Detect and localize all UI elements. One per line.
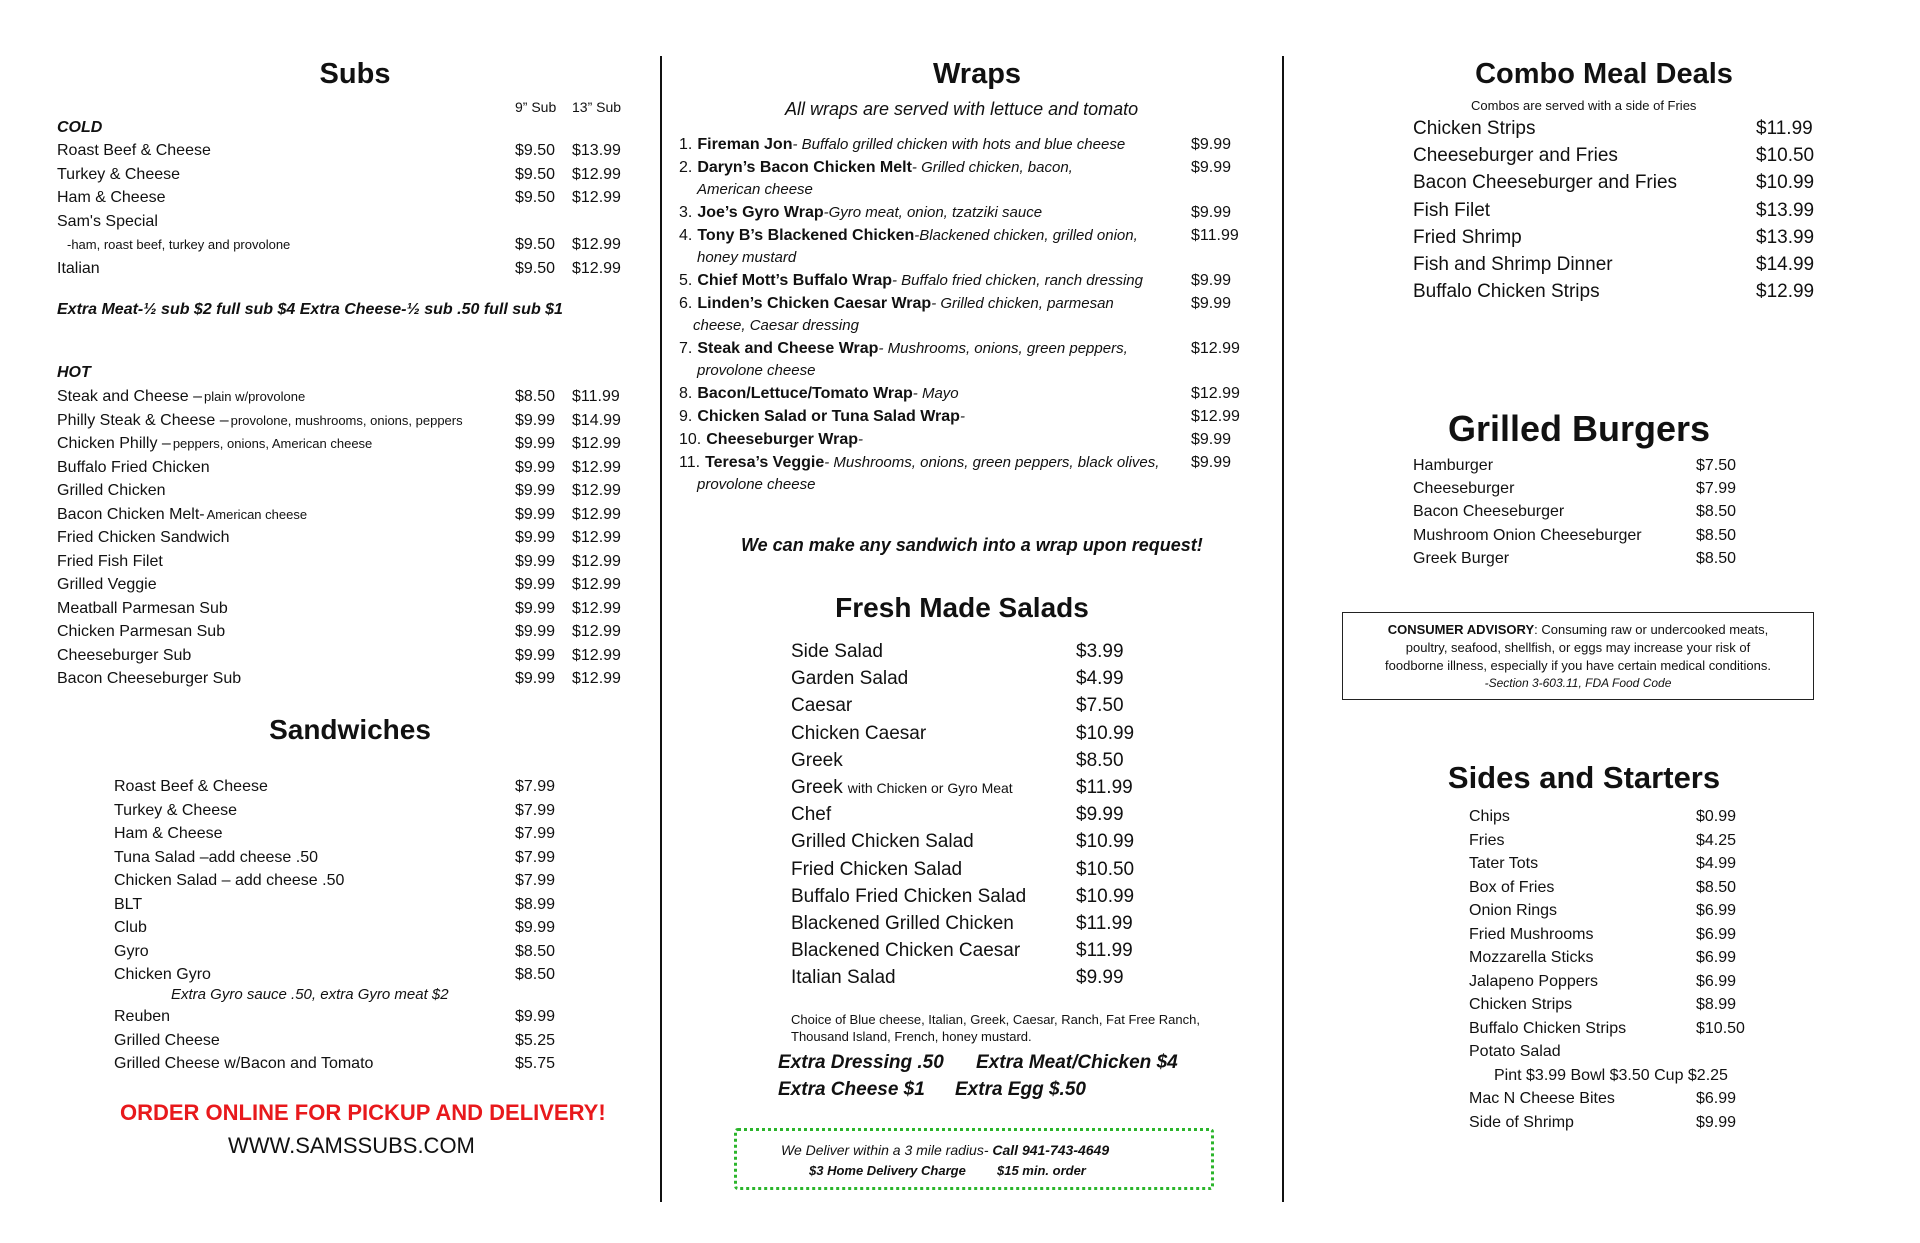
wrap-number: 1. bbox=[679, 136, 693, 153]
sub-price-13in: $11.99 bbox=[572, 388, 620, 405]
wrap-number: 10. bbox=[679, 431, 702, 448]
sub-price-9in: $9.99 bbox=[515, 646, 556, 664]
wrap-description: - Mushrooms, onions, green peppers, black olives, bbox=[824, 454, 1160, 471]
combos-subtitle: Combos are served with a side of Fries bbox=[1471, 98, 1697, 113]
salad-item bbox=[791, 804, 831, 826]
side-price: $8.50 bbox=[1696, 878, 1737, 896]
burgers-title: Grilled Burgers bbox=[1447, 408, 1711, 449]
sandwich-name: Roast Beef & Cheese bbox=[114, 778, 268, 795]
salad-item bbox=[791, 940, 1020, 962]
side-name: Chicken Strips bbox=[1469, 996, 1573, 1013]
side-name: Chips bbox=[1469, 808, 1510, 825]
sandwich-price: $7.99 bbox=[515, 872, 556, 889]
side-price: $4.25 bbox=[1696, 831, 1737, 849]
sub-price-13in: $12.99 bbox=[572, 435, 621, 452]
salad-item bbox=[791, 967, 896, 989]
left-column bbox=[0, 0, 660, 1243]
sub-item bbox=[57, 506, 307, 524]
sub-item-name: Buffalo Fried Chicken bbox=[57, 458, 210, 476]
wrap-description: - Grilled chicken, parmesan bbox=[931, 295, 1114, 312]
side-name: Mac N Cheese Bites bbox=[1469, 1090, 1615, 1107]
wrap-price: $9.99 bbox=[1191, 204, 1232, 221]
sub-price-13in: $12.99 bbox=[572, 505, 621, 523]
advisory-line2: poultry, seafood, shellfish, or eggs may increase your risk of bbox=[1405, 640, 1751, 655]
burger-price: $8.50 bbox=[1696, 526, 1737, 544]
wrap-price: $12.99 bbox=[1191, 340, 1240, 357]
salad-name: Garden Salad bbox=[791, 668, 909, 690]
sub-price-9in: $9.50 bbox=[515, 189, 556, 206]
wrap-price: $11.99 bbox=[1191, 227, 1239, 244]
wrap-name: Steak and Cheese Wrap bbox=[697, 340, 879, 357]
wrap-description: - Buffalo fried chicken, ranch dressing bbox=[892, 272, 1143, 289]
sub-price-13in: $12.99 bbox=[572, 458, 621, 476]
wrap-description: - bbox=[858, 431, 863, 448]
sub-price-9in: $9.50 bbox=[515, 165, 556, 183]
sandwich-price: $8.99 bbox=[515, 895, 556, 913]
salad-item bbox=[791, 831, 974, 853]
sub-price-9in: $9.99 bbox=[515, 576, 556, 593]
wrap-description-cont: provolone cheese bbox=[697, 362, 816, 379]
sandwich-name: Ham & Cheese bbox=[114, 825, 223, 842]
wrap-item bbox=[679, 340, 1128, 358]
sub-item-note: -ham, roast beef, turkey and provolone bbox=[67, 237, 291, 252]
size-header-9: 9” Sub bbox=[515, 99, 557, 115]
side-price: $6.99 bbox=[1696, 925, 1737, 943]
wrap-number: 2. bbox=[679, 159, 693, 176]
side-name: Tater Tots bbox=[1469, 855, 1539, 872]
sub-price-9in: $9.99 bbox=[515, 670, 556, 687]
sub-price-13in: $13.99 bbox=[572, 142, 621, 159]
extra-meat-note: Extra Meat-½ sub $2 full sub $4 Extra Cheese-½ sub .50 full sub $1 bbox=[57, 301, 563, 318]
sandwich-price: $7.99 bbox=[515, 801, 556, 819]
wraps-title: Wraps bbox=[932, 58, 1022, 90]
wrap-number: 8. bbox=[679, 385, 693, 402]
salad-price: $11.99 bbox=[1076, 940, 1133, 962]
wrap-description: - Mushrooms, onions, green peppers, bbox=[878, 340, 1128, 357]
burger-name: Hamburger bbox=[1413, 457, 1494, 474]
sub-item-name: Cheeseburger Sub bbox=[57, 646, 192, 664]
burger-name: Bacon Cheeseburger bbox=[1413, 503, 1565, 521]
sub-item bbox=[57, 576, 157, 594]
wrap-name: Tony B’s Blackened Chicken bbox=[697, 227, 915, 244]
salad-note: with Chicken or Gyro Meat bbox=[847, 780, 1013, 796]
combo-price: $11.99 bbox=[1756, 118, 1813, 139]
salad-price: $10.50 bbox=[1076, 858, 1135, 880]
sub-item bbox=[57, 529, 230, 547]
side-name: Mozzarella Sticks bbox=[1469, 949, 1594, 966]
extra-meat-chicken: Extra Meat/Chicken $4 bbox=[976, 1052, 1178, 1073]
combo-price: $12.99 bbox=[1756, 281, 1815, 303]
wrap-price: $9.99 bbox=[1191, 136, 1232, 153]
burger-name: Mushroom Onion Cheeseburger bbox=[1413, 526, 1642, 544]
sub-item-name: Grilled Veggie bbox=[57, 576, 157, 593]
wrap-name: Chief Mott’s Buffalo Wrap bbox=[697, 272, 892, 289]
delivery-radius bbox=[781, 1142, 1109, 1158]
wrap-item bbox=[679, 204, 1042, 222]
wrap-price: $9.99 bbox=[1191, 272, 1232, 289]
salad-price: $7.50 bbox=[1076, 695, 1124, 717]
combo-name: Fish Filet bbox=[1413, 199, 1491, 221]
sub-item-name: Grilled Chicken bbox=[57, 482, 166, 499]
delivery-minimum: $15 min. order bbox=[997, 1163, 1086, 1178]
sub-price-13in: $12.99 bbox=[572, 552, 621, 570]
salad-name: Chef bbox=[791, 804, 832, 826]
sub-item-note: provolone, mushrooms, onions, peppers bbox=[230, 412, 463, 428]
combo-price: $14.99 bbox=[1756, 254, 1815, 275]
extra-dressing: Extra Dressing .50 bbox=[778, 1052, 944, 1073]
sub-price-13in: $12.99 bbox=[572, 482, 621, 499]
side-price: $8.99 bbox=[1696, 996, 1737, 1013]
sub-price-9in: $9.99 bbox=[515, 482, 556, 499]
sub-item bbox=[57, 236, 290, 254]
advisory-label: CONSUMER ADVISORY bbox=[1387, 622, 1535, 637]
salad-price: $11.99 bbox=[1076, 913, 1133, 934]
delivery-box bbox=[734, 1128, 1214, 1190]
sub-item bbox=[57, 435, 372, 453]
sub-item bbox=[57, 142, 211, 160]
sub-item-name: Roast Beef & Cheese bbox=[57, 142, 211, 159]
wrap-description-cont: honey mustard bbox=[697, 249, 797, 266]
sub-item-name: Bacon Cheeseburger Sub bbox=[57, 670, 242, 687]
wrap-name: Chicken Salad or Tuna Salad Wrap bbox=[697, 408, 960, 425]
sandwich-name: Chicken Gyro bbox=[114, 966, 211, 983]
wrap-price: $9.99 bbox=[1191, 295, 1232, 312]
combo-name: Fish and Shrimp Dinner bbox=[1413, 254, 1613, 275]
sub-price-13in: $12.99 bbox=[572, 259, 621, 277]
potato-salad-sizes: Pint $3.99 Bowl $3.50 Cup $2.25 bbox=[1494, 1067, 1728, 1084]
sub-price-13in: $12.99 bbox=[572, 189, 621, 206]
salad-name: Italian Salad bbox=[791, 967, 896, 989]
salad-price: $10.99 bbox=[1076, 885, 1135, 907]
wrap-request-note: We can make any sandwich into a wrap upon request! bbox=[741, 535, 1203, 555]
sub-item-name: Turkey & Cheese bbox=[57, 165, 181, 183]
wrap-item bbox=[679, 295, 1114, 313]
wrap-item bbox=[679, 385, 959, 403]
salads-title: Fresh Made Salads bbox=[835, 592, 1089, 623]
gyro-note: Extra Gyro sauce .50, extra Gyro meat $2 bbox=[171, 986, 449, 1003]
salad-name: Blackened Grilled Chicken bbox=[791, 913, 1014, 934]
sub-item-name: Philly Steak & Cheese – bbox=[57, 411, 229, 429]
salad-name: Chicken Caesar bbox=[791, 722, 927, 744]
sub-item-note: American cheese bbox=[206, 506, 308, 522]
wrap-number: 5. bbox=[679, 272, 693, 289]
sandwich-name: BLT bbox=[114, 895, 143, 913]
delivery-charge: $3 Home Delivery Charge bbox=[809, 1163, 966, 1178]
side-name: Potato Salad bbox=[1469, 1043, 1561, 1060]
delivery-radius-text: We Deliver within a 3 mile radius- bbox=[781, 1142, 989, 1158]
wrap-item bbox=[679, 454, 1159, 472]
sandwich-price: $7.99 bbox=[515, 825, 556, 842]
middle-column bbox=[662, 0, 1282, 1243]
order-online-banner: ORDER ONLINE FOR PICKUP AND DELIVERY! bbox=[120, 1100, 606, 1125]
wrap-description-cont: cheese, Caesar dressing bbox=[693, 317, 859, 334]
salad-name: Fried Chicken Salad bbox=[791, 858, 963, 880]
sub-price-9in: $9.99 bbox=[515, 529, 556, 546]
side-price: $10.50 bbox=[1696, 1019, 1745, 1037]
sub-item bbox=[57, 166, 180, 184]
sub-item-name: Steak and Cheese – bbox=[57, 388, 202, 405]
sandwiches-title: Sandwiches bbox=[269, 714, 431, 745]
salad-name: Caesar bbox=[791, 695, 853, 717]
side-price: $0.99 bbox=[1696, 808, 1737, 825]
hot-label: HOT bbox=[57, 364, 91, 381]
wrap-name: Teresa’s Veggie bbox=[705, 454, 825, 471]
side-name: Box of Fries bbox=[1469, 878, 1555, 896]
sub-item bbox=[57, 623, 225, 641]
wrap-description-cont: American cheese bbox=[697, 181, 813, 198]
sub-item-name: Italian bbox=[57, 259, 100, 277]
sub-item-note: plain w/provolone bbox=[204, 389, 306, 404]
sandwich-price: $9.99 bbox=[515, 919, 556, 936]
burger-price: $8.50 bbox=[1696, 503, 1737, 521]
sub-item-name: Ham & Cheese bbox=[57, 189, 166, 206]
side-name: Fries bbox=[1469, 831, 1505, 849]
sandwich-price: $5.75 bbox=[515, 1055, 556, 1072]
combo-price: $10.99 bbox=[1756, 172, 1815, 194]
sub-price-13in: $14.99 bbox=[572, 411, 621, 429]
sub-item-name: Chicken Philly – bbox=[57, 435, 171, 452]
sandwich-name: Gyro bbox=[114, 942, 149, 960]
advisory-line1: : Consuming raw or undercooked meats, bbox=[1534, 622, 1769, 637]
wrap-description: - Grilled chicken, bacon, bbox=[911, 159, 1073, 176]
wrap-name: Fireman Jon bbox=[697, 136, 793, 153]
sandwich-price: $5.25 bbox=[515, 1031, 556, 1049]
sub-price-13in: $12.99 bbox=[572, 165, 621, 183]
salad-name: Greek bbox=[791, 749, 843, 771]
wrap-description: -Blackened chicken, grilled onion, bbox=[914, 227, 1138, 244]
sub-price-13in: $12.99 bbox=[572, 599, 621, 617]
sub-item-name: Sam's Special bbox=[57, 212, 158, 230]
extra-cheese: Extra Cheese $1 bbox=[778, 1079, 925, 1100]
consumer-advisory-box bbox=[1342, 612, 1814, 700]
salad-name: Grilled Chicken Salad bbox=[791, 831, 974, 853]
sub-item bbox=[57, 670, 241, 688]
advisory-source: -Section 3-603.11, FDA Food Code bbox=[1484, 676, 1672, 690]
sandwich-price: $8.50 bbox=[515, 942, 556, 960]
salad-name: Blackened Chicken Caesar bbox=[791, 940, 1021, 962]
sub-price-9in: $9.50 bbox=[515, 259, 556, 277]
wrap-number: 3. bbox=[679, 204, 693, 221]
sub-item bbox=[57, 189, 166, 207]
burger-name: Greek Burger bbox=[1413, 549, 1510, 567]
wrap-number: 11. bbox=[679, 454, 701, 471]
salad-item bbox=[791, 777, 1013, 799]
sub-item-name: Chicken Parmesan Sub bbox=[57, 623, 226, 640]
sub-price-9in: $9.99 bbox=[515, 458, 556, 476]
sub-item-note: peppers, onions, American cheese bbox=[172, 436, 373, 451]
sub-price-13in: $12.99 bbox=[572, 236, 621, 253]
wrap-description: -Gyro meat, onion, tzatziki sauce bbox=[823, 204, 1043, 221]
burger-name: Cheeseburger bbox=[1413, 480, 1515, 498]
sandwich-name: Tuna Salad –add cheese .50 bbox=[114, 848, 319, 866]
wrap-name: Daryn’s Bacon Chicken Melt bbox=[697, 159, 912, 176]
wrap-number: 6. bbox=[679, 295, 693, 312]
sub-item bbox=[57, 412, 463, 430]
wrap-name: Linden’s Chicken Caesar Wrap bbox=[697, 295, 932, 312]
sandwich-name: Grilled Cheese bbox=[114, 1031, 220, 1049]
sub-price-9in: $9.50 bbox=[515, 142, 556, 159]
sub-item bbox=[57, 459, 210, 477]
side-price: $6.99 bbox=[1696, 972, 1737, 990]
salad-item bbox=[791, 750, 843, 772]
sub-price-9in: $8.50 bbox=[515, 388, 556, 405]
side-price: $6.99 bbox=[1696, 1090, 1737, 1107]
salad-item bbox=[791, 723, 926, 745]
salad-price: $10.99 bbox=[1076, 831, 1135, 853]
combo-price: $13.99 bbox=[1756, 226, 1815, 248]
salad-price: $10.99 bbox=[1076, 722, 1135, 744]
wrap-item bbox=[679, 159, 1073, 177]
combo-name: Fried Shrimp bbox=[1413, 226, 1522, 248]
sub-price-9in: $9.99 bbox=[515, 599, 556, 617]
cold-label: COLD bbox=[57, 119, 103, 136]
salad-price: $9.99 bbox=[1076, 804, 1124, 826]
wrap-price: $9.99 bbox=[1191, 431, 1232, 448]
combo-name: Buffalo Chicken Strips bbox=[1413, 281, 1600, 303]
sub-price-13in: $12.99 bbox=[572, 646, 621, 664]
combo-price: $10.50 bbox=[1756, 145, 1815, 167]
sub-price-13in: $12.99 bbox=[572, 529, 621, 546]
salad-price: $8.50 bbox=[1076, 749, 1124, 771]
sandwich-price: $8.50 bbox=[515, 966, 556, 983]
sub-item bbox=[57, 482, 165, 500]
right-column bbox=[1284, 0, 1920, 1243]
salad-name: Greek bbox=[791, 777, 843, 798]
wrap-item bbox=[679, 272, 1143, 290]
wrap-number: 9. bbox=[679, 408, 693, 425]
side-price: $9.99 bbox=[1696, 1113, 1737, 1131]
side-name: Side of Shrimp bbox=[1469, 1113, 1574, 1131]
wrap-item bbox=[679, 408, 965, 426]
sandwich-name: Club bbox=[114, 919, 147, 936]
wrap-name: Cheeseburger Wrap bbox=[706, 431, 858, 448]
subs-title: Subs bbox=[319, 58, 391, 90]
side-name: Fried Mushrooms bbox=[1469, 925, 1594, 943]
sub-item-name: Bacon Chicken Melt- bbox=[57, 505, 205, 523]
combo-price: $13.99 bbox=[1756, 199, 1815, 221]
dressing-note-line1: Choice of Blue cheese, Italian, Greek, Caesar, Ranch, Fat Free Ranch, bbox=[791, 1012, 1200, 1027]
sub-price-9in: $9.99 bbox=[515, 623, 556, 640]
wrap-description: - bbox=[959, 408, 965, 425]
salad-item bbox=[791, 913, 1014, 935]
sandwich-name: Turkey & Cheese bbox=[114, 801, 238, 819]
salad-price: $3.99 bbox=[1076, 641, 1124, 662]
wrap-price: $12.99 bbox=[1191, 408, 1240, 425]
combos-title: Combo Meal Deals bbox=[1475, 58, 1733, 90]
sandwich-price: $9.99 bbox=[515, 1008, 556, 1025]
sub-price-9in: $9.99 bbox=[515, 411, 556, 429]
sub-item-name: Meatball Parmesan Sub bbox=[57, 599, 228, 617]
salad-name: Buffalo Fried Chicken Salad bbox=[791, 885, 1027, 907]
wrap-number: 7. bbox=[679, 340, 693, 357]
burger-price: $7.99 bbox=[1696, 480, 1737, 498]
wrap-price: $9.99 bbox=[1191, 159, 1232, 176]
sub-price-9in: $9.99 bbox=[515, 435, 556, 452]
side-name: Onion Rings bbox=[1469, 902, 1558, 919]
sub-price-13in: $12.99 bbox=[572, 623, 621, 640]
salad-price: $9.99 bbox=[1076, 967, 1124, 989]
sandwich-name: Chicken Salad – add cheese .50 bbox=[114, 872, 345, 889]
delivery-phone[interactable]: Call 941-743-4649 bbox=[992, 1142, 1110, 1158]
salad-item bbox=[791, 695, 852, 717]
wrap-item bbox=[679, 136, 1125, 154]
sub-item bbox=[57, 647, 191, 665]
sub-item bbox=[57, 553, 163, 571]
sandwich-name: Grilled Cheese w/Bacon and Tomato bbox=[114, 1055, 374, 1072]
wrap-name: Joe’s Gyro Wrap bbox=[697, 204, 824, 221]
wrap-price: $9.99 bbox=[1191, 454, 1232, 471]
wrap-number: 4. bbox=[679, 227, 693, 244]
sub-item bbox=[57, 260, 100, 278]
side-price: $6.99 bbox=[1696, 949, 1737, 966]
side-price: $6.99 bbox=[1696, 902, 1737, 919]
side-name: Jalapeno Poppers bbox=[1469, 972, 1598, 990]
sub-item bbox=[57, 213, 158, 231]
sub-price-13in: $12.99 bbox=[572, 576, 621, 593]
sub-price-9in: $9.99 bbox=[515, 552, 556, 570]
salad-item bbox=[791, 641, 883, 663]
wrap-item bbox=[679, 227, 1138, 245]
salad-item bbox=[791, 668, 908, 690]
combo-name: Chicken Strips bbox=[1413, 118, 1536, 139]
wraps-subtitle: All wraps are served with lettuce and tomato bbox=[785, 99, 1139, 119]
wrap-description: - Mayo bbox=[912, 385, 959, 402]
sub-price-13in: $12.99 bbox=[572, 670, 621, 687]
sandwich-price: $7.99 bbox=[515, 848, 556, 866]
sides-title: Sides and Starters bbox=[1447, 760, 1721, 795]
salad-price: $11.99 bbox=[1076, 777, 1133, 798]
side-name: Buffalo Chicken Strips bbox=[1469, 1019, 1627, 1037]
sub-item-name: Fried Chicken Sandwich bbox=[57, 529, 230, 546]
website-link[interactable]: WWW.SAMSSUBS.COM bbox=[228, 1133, 475, 1158]
salad-price: $4.99 bbox=[1076, 668, 1124, 690]
wrap-description-cont: provolone cheese bbox=[697, 476, 816, 493]
combo-name: Cheeseburger and Fries bbox=[1413, 145, 1618, 167]
dressing-note-line2: Thousand Island, French, honey mustard. bbox=[791, 1029, 1032, 1044]
sub-item-name: Fried Fish Filet bbox=[57, 552, 163, 570]
sub-price-9in: $9.50 bbox=[515, 236, 556, 253]
salad-item bbox=[791, 886, 1026, 908]
salad-name: Side Salad bbox=[791, 641, 883, 662]
extra-egg: Extra Egg $.50 bbox=[955, 1079, 1086, 1100]
salad-item bbox=[791, 859, 962, 881]
advisory-line3: foodborne illness, especially if you have certain medical conditions. bbox=[1385, 658, 1771, 673]
side-price: $4.99 bbox=[1696, 855, 1737, 872]
combo-name: Bacon Cheeseburger and Fries bbox=[1413, 172, 1678, 194]
size-header-13: 13” Sub bbox=[572, 99, 622, 115]
burger-price: $8.50 bbox=[1696, 549, 1737, 567]
sandwich-name: Reuben bbox=[114, 1008, 171, 1025]
sub-price-9in: $9.99 bbox=[515, 505, 556, 523]
sandwich-price: $7.99 bbox=[515, 778, 556, 795]
wrap-description: - Buffalo grilled chicken with hots and blue cheese bbox=[792, 136, 1126, 153]
wrap-price: $12.99 bbox=[1191, 385, 1240, 402]
burger-price: $7.50 bbox=[1696, 457, 1737, 474]
wrap-item bbox=[679, 431, 863, 449]
sub-item bbox=[57, 388, 305, 406]
sub-item bbox=[57, 600, 228, 618]
wrap-name: Bacon/Lettuce/Tomato Wrap bbox=[697, 385, 913, 402]
